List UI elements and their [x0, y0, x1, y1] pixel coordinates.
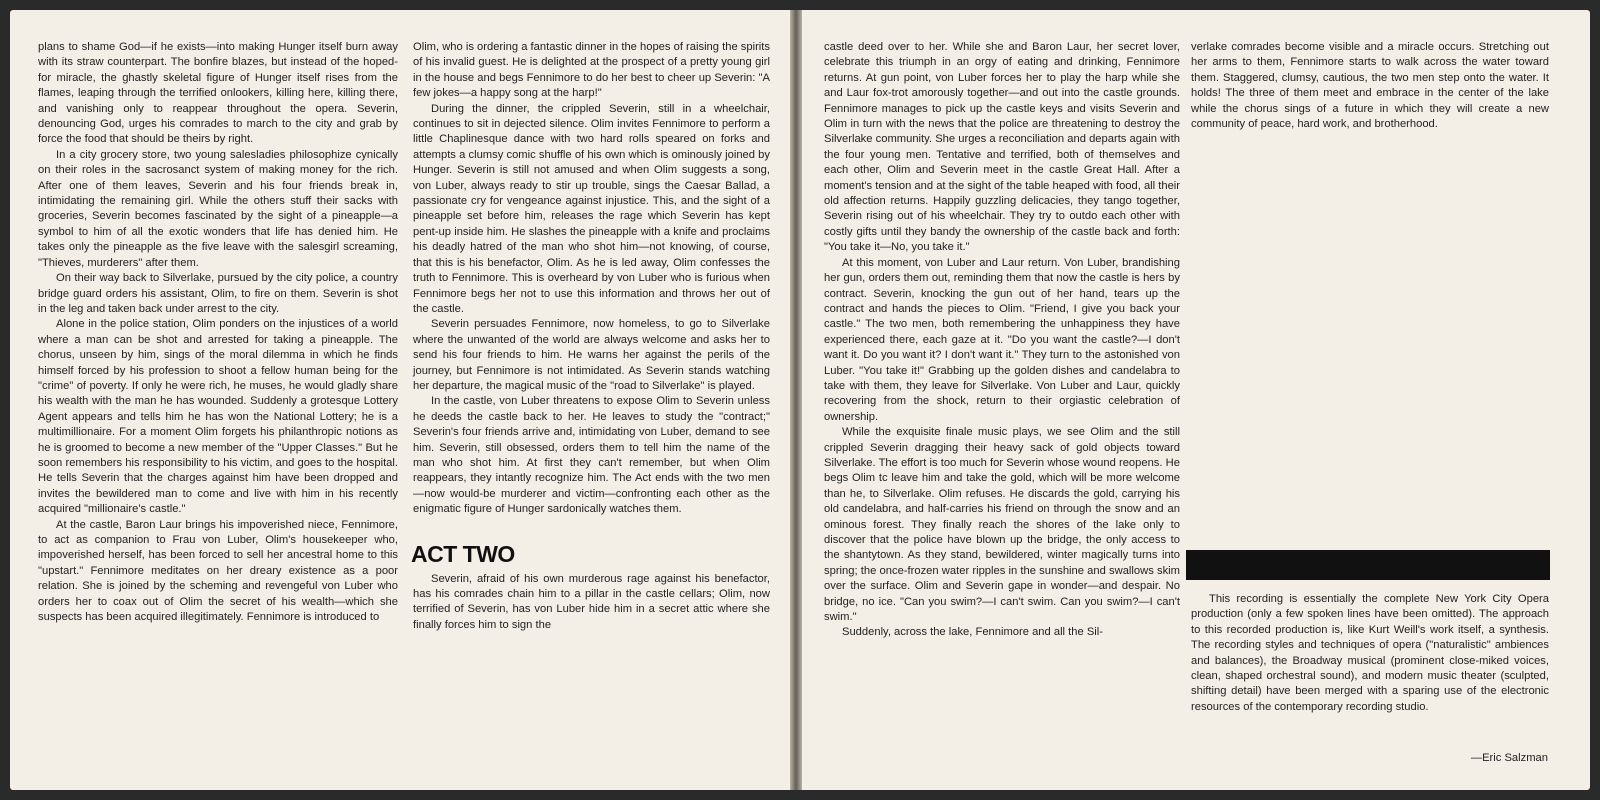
section-divider-bar	[1186, 550, 1550, 580]
text-column-3	[824, 40, 1180, 641]
paragraph: plans to shame God—if he exists—into making Hunger itself burn away with its straw counterpart. The bonfire blazes, but instead of the hoped-for miracle, the ghastly skeletal figure of Hunger itself rises from the flames, leaping through the terrified onlookers, killing here, killing there, and vanishing only to reappear throughout the opera. Severin, denouncing God, urges his comrades to march to the city and grab by force the food that should be theirs by right.	[38, 41, 398, 146]
text-column-4	[1191, 40, 1549, 132]
paragraph: At the castle, Baron Laur brings his impoverished niece, Fennimore, to act as companion to Frau von Luber, Olim's housekeeper who, impoverished herself, has been forced to sell her ancestral home to this "upstart." Fennimore meditates on her dreary existence as a poor relation. She is joined by the scheming and revengeful von Luber who orders her to coax out of Olim the secret of his wealth—which she suspects has been acquired illegitimately. Fennimore is introduced to	[38, 518, 398, 624]
paragraph: Alone in the police station, Olim ponders on the injustices of a world where a man can be shot and arrested for taking a pineapple. The chorus, unseen by him, sings of the moral dilemma in which he finds himself forced by his profession to shoot a fellow human being for the "crime" of poverty. If only he were rich, he muses, he would gladly share his wealth with the man he has wounded. Suddenly a grotesque Lottery Agent appears and tells him he has won the National Lottery; he is a multimillionaire. For a moment Olim forgets his philanthropic notions as he is groomed to become a new member of the "Upper Classes." But he soon remembers his responsibility to his victim, and goes to the hospital. He tells Severin that the charges against him have been dropped and invites the bewildered man to come and live with him in his recently acquired "millionaire's castle."	[38, 318, 398, 516]
paragraph: castle deed over to her. While she and Baron Laur, her secret lover, celebrate this triumph in an orgy of eating and drinking, Fennimore returns. At gun point, von Luber forces her to play the harp while she and Laur fox-trot amorously together—and out into the castle grounds. Fennimore manages to pick up the castle keys and visits Severin and Olim in turn with the news that the police are threatening to destroy the Silverlake community. She urges a reconciliation and departs again with the four young men. Tentative and terrified, both of themselves and each other, Olim and Severin meet in the castle Great Hall. After a moment's tension and at the sight of the table heaped with food, all their old affection returns. Happily guzzling delicacies, they tango together, Severin rising out of his wheelchair. They try to outdo each other with costly gifts until they bandy the ownership of the castle back and forth: "You take it—No, you take it."	[824, 41, 1181, 254]
paragraph: While the exquisite finale music plays, we see Olim and the still crippled Severin dragging their heavy sack of gold objects toward Silverlake. The effort is too much for Severin whose wound reopens. He begs Olim tc leave him and take the gold, which will be more welcome than he, to Silverlake. Olim refuses. He discards the gold, carrying his old candelabra, and half-carries his friend on through the snow and an ominous forest. They finally reach the shores of the lake only to discover that the police have blown up the bridge, the only access to the shantytown. As they stand, bewildered, winter magically turns into spring; the once-frozen water ripples in the sunshine and swallows skim over the surface. Olim and Severin gape in wonder—and despair. No bridge, no ice. "Can you swim?—I can't swim. Can you swim?—I can't swim."	[824, 426, 1180, 624]
text-column-1	[38, 40, 398, 625]
paragraph: Severin, afraid of his own murderous rage against his benefactor, has his comrades chain him to a pillar in the castle cellars; Olim, now terrified of Severin, has von Luber hide him in a secret attic where she finally forces him to sign the	[413, 572, 770, 631]
paragraph: In a city grocery store, two young salesladies philosophize cynically on their roles in the sacrosanct system of making money for the rich. After one of them leaves, Severin and his four friends break in, intimidating the remaining girl. While the others stuff their sacks with groceries, Severin becomes fascinated by the sight of a pineapple—a symbol to him of all the exotic wonders that life has denied him. He takes only the pineapple as the five leave with the salesgirl screaming, "Thieves, murderers" after them.	[38, 148, 398, 269]
text-column-2	[413, 40, 770, 633]
paragraph: In the castle, von Luber threatens to expose Olim to Severin unless he deeds the castle back to her. He leaves to study the "contract;" Severin's four friends arrive and, intimidating von Luber, demand to see him. Severin, still obsessed, orders them to tell him the name of the man who shot him. At first they can't remember, but when Olim reappears, they intantly recognize him. The Act ends with the two men—now would-be murderer and victim—confronting each other as the enigmatic figure of Hunger sardonically watches them.	[413, 395, 770, 516]
paragraph: At this moment, von Luber and Laur return. Von Luber, brandishing her gun, orders them out, reminding them that now the castle is hers by contract. Severin, knocking the gun out of her hand, tears up the contract and hands the pieces to Olim. "Friend, I give you back your castle." The two men, both remembering the unhappiness they have experienced there, each gaze at it. "Do you want the castle?—I don't want it. Do you want it? I don't want it." They turn to the astonished von Luber. "You take it!" Grabbing up the golden dishes and candelabra to take with them, they leave for Silverlake. Von Luber and Laur, quickly recovering from the shock, return to their orgiastic celebration of ownership.	[824, 256, 1180, 423]
act-two-heading: ACT TWO	[411, 540, 515, 567]
recording-note	[1191, 592, 1549, 715]
book-spine-gutter	[790, 10, 802, 790]
author-signature: —Eric Salzman	[1470, 752, 1548, 764]
paragraph: This recording is essentially the complete New York City Opera production (only a few spoken lines have been omitted). The approach to this recorded production is, like Kurt Weill's work itself, a synthesis. The recording styles and techniques of opera ("naturalistic" ambiences and balances), the Broadway musical (prominent close-miked voices, clean, shaped orchestral sound), and modern music theater (sculpted, shifting detail) have been merged with a sparing use of the electronic resources of the contemporary recording studio.	[1191, 593, 1549, 713]
left-page	[10, 10, 790, 790]
paragraph: verlake comrades become visible and a miracle occurs. Stretching out her arms to them, Fennimore starts to walk across the water toward them. Staggered, clumsy, cautious, the two men step onto the water. It holds! The three of them meet and embrace in the center of the lake while the chorus sings of a future in which they will create a new community of peace, hard work, and brotherhood.	[1191, 41, 1549, 131]
paragraph: During the dinner, the crippled Severin, still in a wheelchair, continues to sit in dejected silence. Olim invites Fennimore to perform a little Chaplinesque dance with two hard rolls speared on forks and attempts a clumsy comic shuffle of his own which is ominously joined by Hunger. Severin is still not amused and when Olim suggests a song, von Luber, always ready to stir up trouble, sings the Caesar Ballad, a passionate cry for vengeance against injustice. This, and the sight of a pineapple set before him, releases the rage which Severin has kept pent-up inside him. He slashes the pineapple with a knife and proclaims his deadly hatred of the man who shot him—not knowing, of course, that this is his benefactor, Olim. As he is led away, Olim confesses the truth to Fennimore. This is overheard by von Luber who is furious when Fennimore begs her not to use this information and throws her out of the castle.	[413, 102, 770, 315]
paragraph: Suddenly, across the lake, Fennimore and all the Sil-	[842, 626, 1103, 639]
paragraph: On their way back to Silverlake, pursued by the city police, a country bridge guard orders his assistant, Olim, to fire on them. Severin is shot in the leg and taken back under arrest to the city.	[38, 272, 398, 315]
paragraph: Olim, who is ordering a fantastic dinner in the hopes of raising the spirits of his invalid guest. He is delighted at the prospect of a pretty young girl in the house and begs Fennimore to do her best to cheer up Severin: "A few jokes—a happy song at the harp!"	[413, 41, 770, 100]
paragraph: Severin persuades Fennimore, now homeless, to go to Silverlake where the unwanted of the world are always welcome and asks her to send his four friends to him. He warns her against the perils of the journey, but Fennimore is not intimidated. As Severin stands watching her departure, the magical music of the "road to Silverlake" is played.	[413, 318, 770, 392]
right-page	[802, 10, 1590, 790]
